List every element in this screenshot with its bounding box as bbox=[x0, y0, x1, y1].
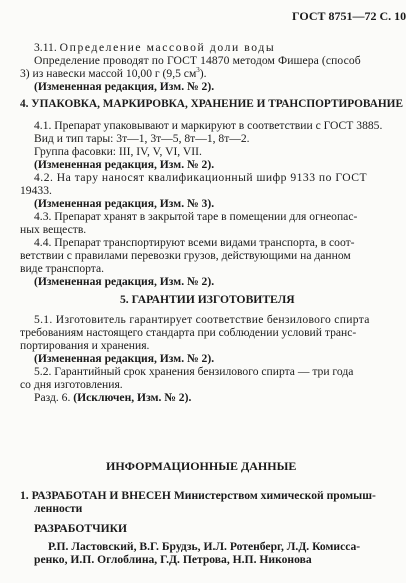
developers-title: РАЗРАБОТЧИКИ bbox=[34, 522, 128, 535]
paragraph-line: виде транспорта. bbox=[20, 262, 105, 275]
text-run: ). bbox=[199, 67, 207, 80]
developers-line: Р.П. Ластовский, В.Г. Брудзь, И.Л. Ротенберг, Л.Д. Комисса- bbox=[48, 540, 361, 553]
paragraph-line: 5.1. Изготовитель гарантирует соответствие бензилового спирта bbox=[34, 313, 370, 326]
section-title: ИНФОРМАЦИОННЫЕ ДАННЫЕ bbox=[106, 459, 297, 473]
paragraph-line bbox=[34, 391, 191, 404]
paragraph-line: 5.2. Гарантийный срок хранения бензилового спирта — три года bbox=[34, 365, 354, 378]
paragraph-heading: Определение массовой доли воды bbox=[59, 41, 276, 54]
text-run: Разд. 6. bbox=[34, 391, 74, 404]
paragraph-3-11-heading bbox=[34, 41, 275, 54]
paragraph-line bbox=[20, 67, 207, 80]
superscript: 3 bbox=[196, 66, 200, 75]
text-run: 1. РАЗРАБОТАН И ВНЕСЕН bbox=[20, 489, 171, 502]
paragraph-line: 4.1. Препарат упаковывают и маркируют в соответствии с ГОСТ 3885. bbox=[34, 119, 383, 132]
paragraph-line: Вид и тип тары: 3т—1, 3т—5, 8т—1, 8т—2. bbox=[34, 132, 250, 145]
paragraph-line: требованиям настоящего стандарта при соблюдении условий транс- bbox=[20, 326, 357, 339]
paragraph-line: ных веществ. bbox=[20, 223, 87, 236]
amendment-note: (Измененная редакция, Изм. № 2). bbox=[34, 80, 215, 93]
developers-line: ренко, И.П. Оглоблина, Г.Д. Петрова, Н.П. Никонова bbox=[34, 553, 312, 566]
info-item bbox=[20, 489, 376, 502]
paragraph-line: 19433. bbox=[20, 184, 52, 197]
paragraph-line: Группа фасовки: III, IV, V, VI, VII. bbox=[34, 145, 202, 158]
info-line: ленности bbox=[34, 502, 83, 515]
amendment-note: (Измененная редакция, Изм. № 3). bbox=[34, 197, 215, 210]
paragraph-line: портирования и хранения. bbox=[20, 339, 150, 352]
paragraph-number: 3.11. bbox=[34, 41, 57, 54]
amendment-note: (Измененная редакция, Изм. № 2). bbox=[34, 352, 215, 365]
running-title: ГОСТ 8751—72 С. 10 bbox=[292, 9, 406, 23]
paragraph-line: со дня изготовления. bbox=[20, 378, 123, 391]
paragraph-line: Определение проводят по ГОСТ 14870 методом Фишера (способ bbox=[34, 54, 361, 67]
paragraph-line: ветствии с правилами перевозки грузов, действующими на данном bbox=[20, 249, 351, 262]
section-title: 5. ГАРАНТИИ ИЗГОТОВИТЕЛЯ bbox=[120, 293, 295, 306]
paragraph-line: 4.4. Препарат транспортируют всеми видами транспорта, в соот- bbox=[34, 236, 355, 249]
paragraph-line: 4.3. Препарат хранят в закрытой таре в помещении для огнеопас- bbox=[34, 210, 358, 223]
paragraph-line: 4.2. На тару наносят квалификационный шифр 9133 по ГОСТ bbox=[34, 171, 368, 184]
amendment-note: (Измененная редакция, Изм. № 2). bbox=[34, 158, 215, 171]
text-run: 3) из навески массой 10,00 г (9,5 см bbox=[20, 67, 197, 80]
amendment-note: (Измененная редакция, Изм. № 2). bbox=[34, 275, 215, 288]
text-run: (Исключен, Изм. № 2). bbox=[73, 391, 192, 404]
text-run: Министерством химической промыш- bbox=[170, 489, 376, 502]
section-title: 4. УПАКОВКА, МАРКИРОВКА, ХРАНЕНИЕ И ТРАНСПОРТИРОВАНИЕ bbox=[20, 98, 403, 110]
